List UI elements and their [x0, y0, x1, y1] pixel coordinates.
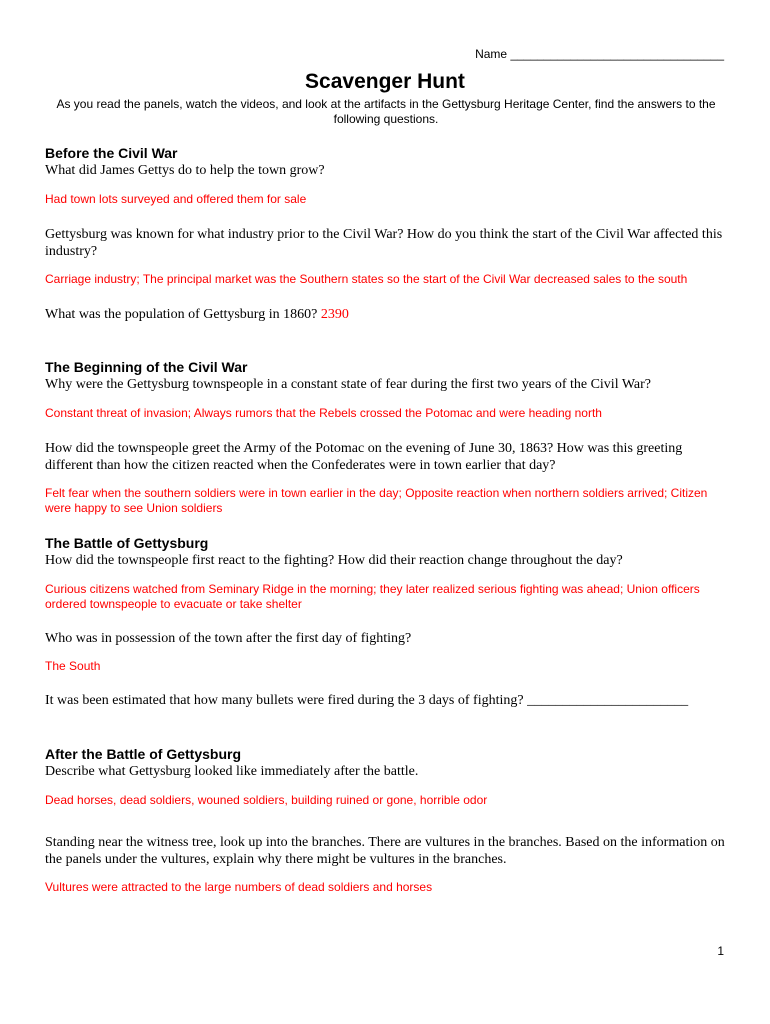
section-before-civil-war [45, 145, 725, 179]
answer-text: 2390 [320, 307, 349, 322]
answer-blank-line: _______________________ [527, 693, 689, 708]
question-with-blank [45, 692, 725, 709]
question-text: How did the townspeople first react to the fighting? How did their reaction change throughout the day? [45, 553, 623, 568]
question-text: Who was in possession of the town after the first day of fighting? [45, 631, 412, 646]
answer-text: Dead horses, dead soldiers, wouned soldiers, building ruined or gone, horrible odor [45, 793, 488, 807]
answer-text: Vultures were attracted to the large numbers of dead soldiers and horses [45, 880, 433, 894]
question-text: How did the townspeople greet the Army of the Potomac on the evening of June 30, 1863? How was this greeting different than how the citizen reacted when the Confederates were in town earlier that day? [45, 441, 683, 473]
name-field-label: Name ________________________________ [475, 47, 724, 61]
page-title: Scavenger Hunt [305, 70, 465, 93]
section-battle-of-gettysburg [45, 535, 725, 569]
answer-text: Constant threat of invasion; Always rumors that the Rebels crossed the Potomac and were heading north [45, 406, 602, 420]
question-text: What did James Gettys do to help the town grow? [45, 163, 325, 178]
question-text: Why were the Gettysburg townspeople in a constant state of fear during the first two years of the Civil War? [45, 377, 652, 392]
answer-text: Curious citizens watched from Seminary Ridge in the morning; they later realized serious fighting was ahead; Union officers ordered townspeople to evacuate or take shelter [45, 582, 700, 611]
section-heading: The Battle of Gettysburg [45, 535, 209, 551]
section-heading: The Beginning of the Civil War [45, 359, 248, 375]
section-beginning-civil-war [45, 359, 725, 393]
question-text: It was been estimated that how many bullets were fired during the 3 days of fighting? [45, 693, 524, 708]
answer-text: Felt fear when the southern soldiers were in town earlier in the day; Opposite reaction when northern soldiers arrived; Citizen were happy to see Union soldiers [45, 486, 708, 515]
page-number: 1 [717, 944, 724, 958]
section-heading: After the Battle of Gettysburg [45, 746, 242, 762]
question-text: Describe what Gettysburg looked like immediately after the battle. [45, 764, 419, 779]
question-text: Standing near the witness tree, look up into the branches. There are vultures in the branches. Based on the information on the panels under the vultures, explain why there might be vultures in the branches. [45, 835, 725, 867]
answer-text: Had town lots surveyed and offered them for sale [45, 192, 307, 206]
question-text: Gettysburg was known for what industry prior to the Civil War? How do you think the start of the Civil War affected this industry? [45, 227, 723, 259]
instructions: As you read the panels, watch the videos, and look at the artifacts in the Gettysburg Heritage Center, find the answers to the following questions. [56, 97, 716, 126]
answer-text: The South [45, 659, 101, 673]
section-after-battle [45, 746, 725, 780]
section-heading: Before the Civil War [45, 145, 178, 161]
question-with-answer [45, 306, 725, 323]
answer-text: Carriage industry; The principal market was the Southern states so the start of the Civil War decreased sales to the south [45, 272, 688, 286]
question-text: What was the population of Gettysburg in 1860? [45, 307, 318, 322]
